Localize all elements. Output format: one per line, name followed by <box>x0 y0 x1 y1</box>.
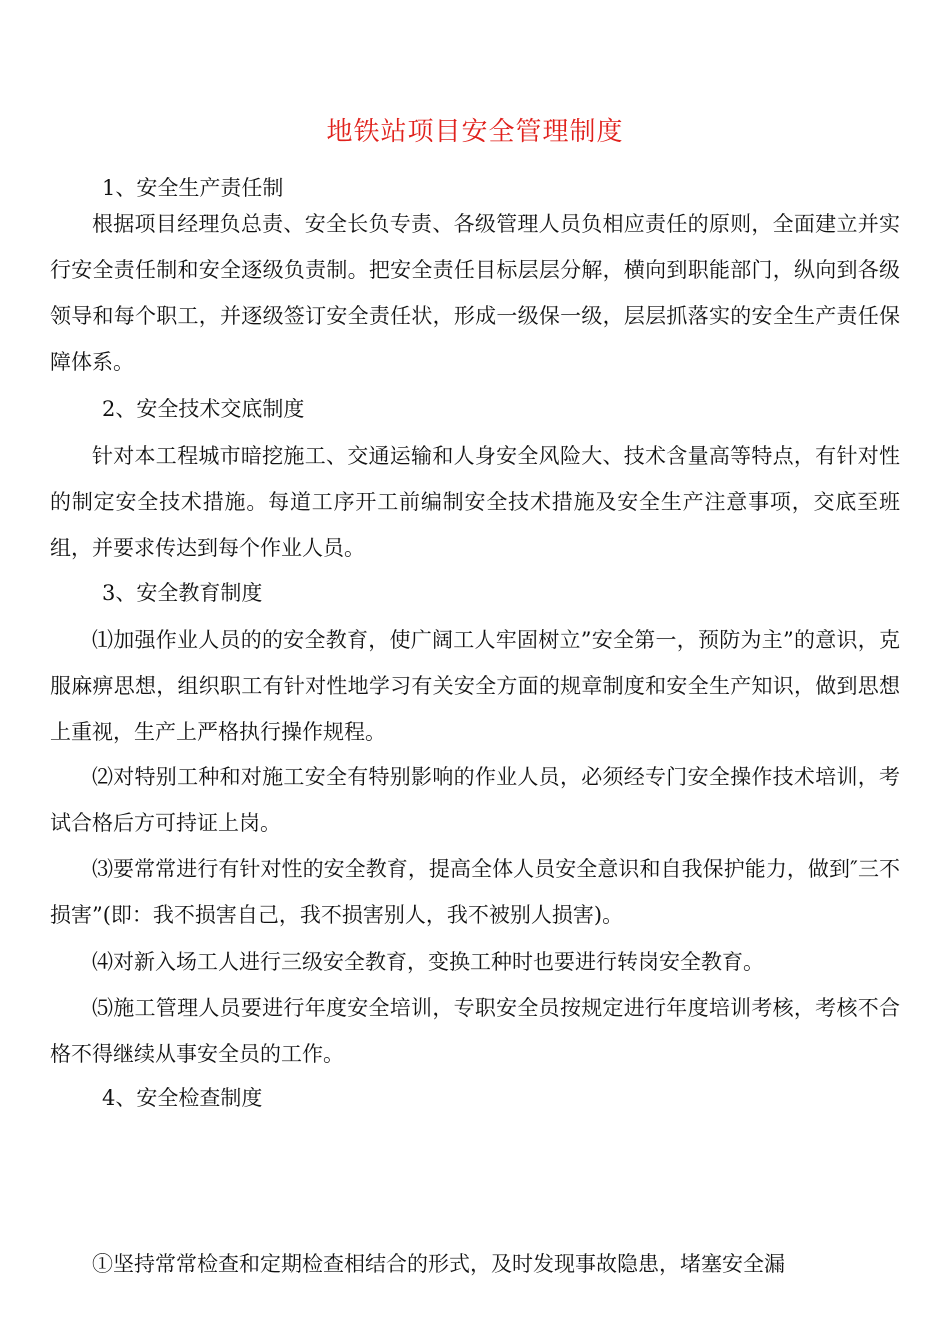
section-3-heading: 3、安全教育制度 <box>102 581 263 605</box>
section-1-heading: 1、安全生产责任制 <box>102 176 284 200</box>
section-3-item-3: ⑶要常常进行有针对性的安全教育，提高全体人员安全意识和自我保护能力，做到″三不损害”(即：我不损害自己，我不损害别人，我不被别人损害)。 <box>50 857 900 927</box>
section-1-paragraph: 根据项目经理负总责、安全长负专责、各级管理人员负相应责任的原则，全面建立并实行安全责任制和安全逐级负责制。把安全责任目标层层分解，横向到职能部门，纵向到各级领导和每个职工，并逐级签订安全责任状，形成一级保一级，层层抓落实的安全生产责任保障体系。 <box>50 212 900 374</box>
section-3-item-1: ⑴加强作业人员的的安全教育，使广阔工人牢固树立”安全第一，预防为主”的意识，克服麻痹思想，组织职工有针对性地学习有关安全方面的规章制度和安全生产知识，做到思想上重视，生产上严格执行操作规程。 <box>50 628 900 744</box>
section-3-item-5: ⑸施工管理人员要进行年度安全培训，专职安全员按规定进行年度培训考核，考核不合格不得继续从事安全员的工作。 <box>50 996 900 1066</box>
section-4-heading: 4、安全检查制度 <box>102 1086 263 1110</box>
document-title: 地铁站项目安全管理制度 <box>326 117 624 147</box>
section-3-item-2: ⑵对特别工种和对施工安全有特别影响的作业人员，必须经专门安全操作技术培训，考试合格后方可持证上岗。 <box>50 765 900 835</box>
section-2-paragraph: 针对本工程城市暗挖施工、交通运输和人身安全风险大、技术含量高等特点，有针对性的制定安全技术措施。每道工序开工前编制安全技术措施及安全生产注意事项，交底至班组，并要求传达到每个作业人员。 <box>50 444 900 560</box>
section-3-item-4: ⑷对新入场工人进行三级安全教育，变换工种时也要进行转岗安全教育。 <box>92 950 764 974</box>
section-2-heading: 2、安全技术交底制度 <box>102 397 305 421</box>
section-4-paragraph: ①坚持常常检查和定期检查相结合的形式，及时发现事故隐患，堵塞安全漏 <box>92 1252 785 1276</box>
